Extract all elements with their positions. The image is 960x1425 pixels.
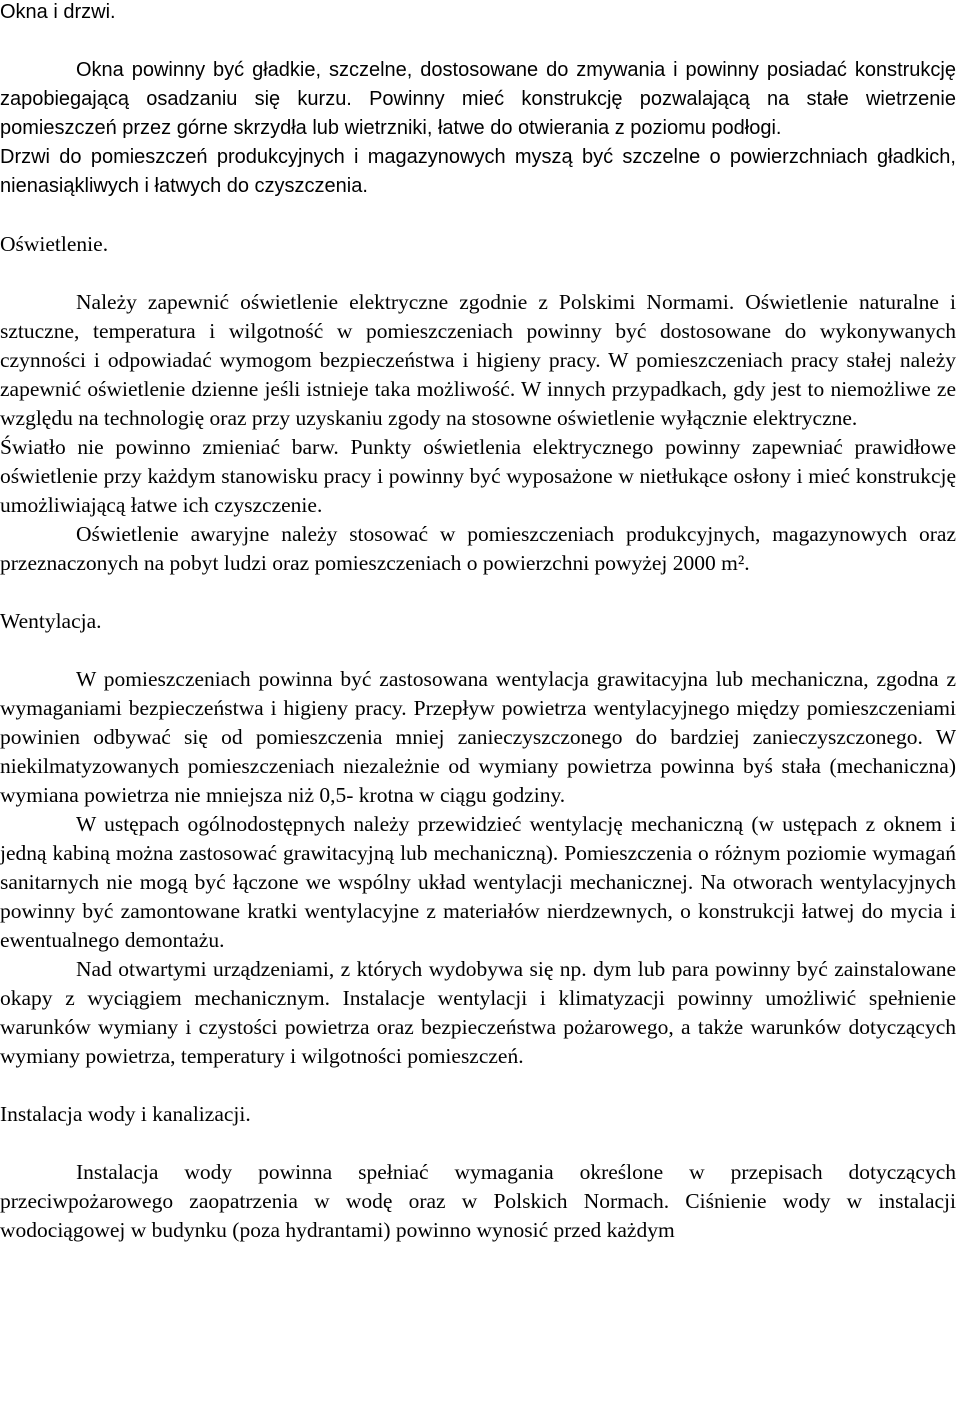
paragraph-ventilation-3: Nad otwartymi urządzeniami, z których wydobywa się np. dym lub para powinny być zainstalowane okapy z wyciągiem mechanicznym. Instalacje wentylacji i klimatyzacji powinny umożliwić spełnienie warunków wymiany i czystości powietrza oraz bezpieczeństwa pożarowego, a także warunków dotyczących wymiany powietrza, temperatury i wilgotności pomieszczeń. — [0, 957, 956, 1068]
paragraph-windows: Okna powinny być gładkie, szczelne, dostosowane do zmywania i powinny posiadać konstrukcję zapobiegającą osadzaniu się kurzu. Powinny mieć konstrukcję pozwalającą na stałe wietrzenie pomieszczeń przez górne skrzydła lub wietrzniki, łatwe do otwierania z poziomu podłogi. — [0, 59, 956, 139]
section-heading-windows: Okna i drzwi. — [0, 1, 116, 23]
paragraph-doors: Drzwi do pomieszczeń produkcyjnych i magazynowych myszą być szczelne o powierzchniach gładkich, nienasiąkliwych i łatwych do czyszczenia. — [0, 146, 956, 197]
spacer — [0, 27, 956, 56]
spacer — [0, 201, 956, 230]
section-heading-water: Instalacja wody i kanalizacji. — [0, 1102, 251, 1126]
paragraph-lighting-2: Światło nie powinno zmieniać barw. Punkty oświetlenia elektrycznego powinny zapewniać prawidłowe oświetlenie przy każdym stanowisku pracy i powinny być wyposażone w nietłukące osłony i mieć konstrukcję umożliwiającą łatwe ich czyszczenie. — [0, 435, 956, 517]
paragraph-water-1: Instalacja wody powinna spełniać wymagania określone w przepisach dotyczących przeciwpożarowego zaopatrzenia w wodę oraz w Polskich Normach. Ciśnienie wody w instalacji wodociągowej w budynku (poza hydrantami) powinno wynosić przed każdym — [0, 1160, 956, 1242]
paragraph-ventilation-1: W pomieszczeniach powinna być zastosowana wentylacja grawitacyjna lub mechaniczna, zgodna z wymaganiami bezpieczeństwa i higieny pracy. Przepływ powietrza wentylacyjnego między pomieszczeniami powinien odbywać się od pomieszczenia mniej zanieczyszczonego do bardziej zanieczyszczonego. W niekilmatyzowanych pomieszczeniach niezależnie od wymiany powietrza powinna byś stała (mechaniczna) wymiana powietrza nie mniejsza niż 0,5- krotna w ciągu godziny. — [0, 667, 956, 807]
spacer — [0, 636, 956, 665]
paragraph-lighting-3: Oświetlenie awaryjne należy stosować w pomieszczeniach produkcyjnych, magazynowych oraz przeznaczonych na pobyt ludzi oraz pomieszczeniach o powierzchni powyżej 2000 m². — [0, 522, 956, 575]
section-heading-lighting: Oświetlenie. — [0, 232, 109, 256]
paragraph-lighting-1: Należy zapewnić oświetlenie elektryczne zgodnie z Polskimi Normami. Oświetlenie naturalne i sztuczne, temperatura i wilgotność w pomieszczeniach powinny być dostosowane do wykonywanych czynności i odpowiadać wymogom bezpieczeństwa i higieny pracy. W pomieszczeniach pracy stałej należy zapewnić oświetlenie dzienne jeśli istnieje taka możliwość. W innych przypadkach, gdy jest to niemożliwe ze względu na technologię oraz przy uzyskaniu zgody na stosowne oświetlenie wyłącznie elektryczne. — [0, 290, 956, 430]
section-heading-ventilation: Wentylacja. — [0, 609, 102, 633]
spacer — [0, 1129, 956, 1158]
spacer — [0, 1071, 956, 1100]
spacer — [0, 578, 956, 607]
spacer — [0, 259, 956, 288]
paragraph-ventilation-2: W ustępach ogólnodostępnych należy przewidzieć wentylację mechaniczną (w ustępach z oknem i jedną kabiną można zastosować grawitacyjną lub mechaniczną). Pomieszczenia o różnym poziomie wymagań sanitarnych nie mogą być łączone we wspólny układ wentylacji mechanicznej. Na otworach wentylacyjnych powinny być zamontowane kratki wentylacyjne z materiałów nierdzewnych, o konstrukcji łatwej do mycia i ewentualnego demontażu. — [0, 812, 956, 952]
